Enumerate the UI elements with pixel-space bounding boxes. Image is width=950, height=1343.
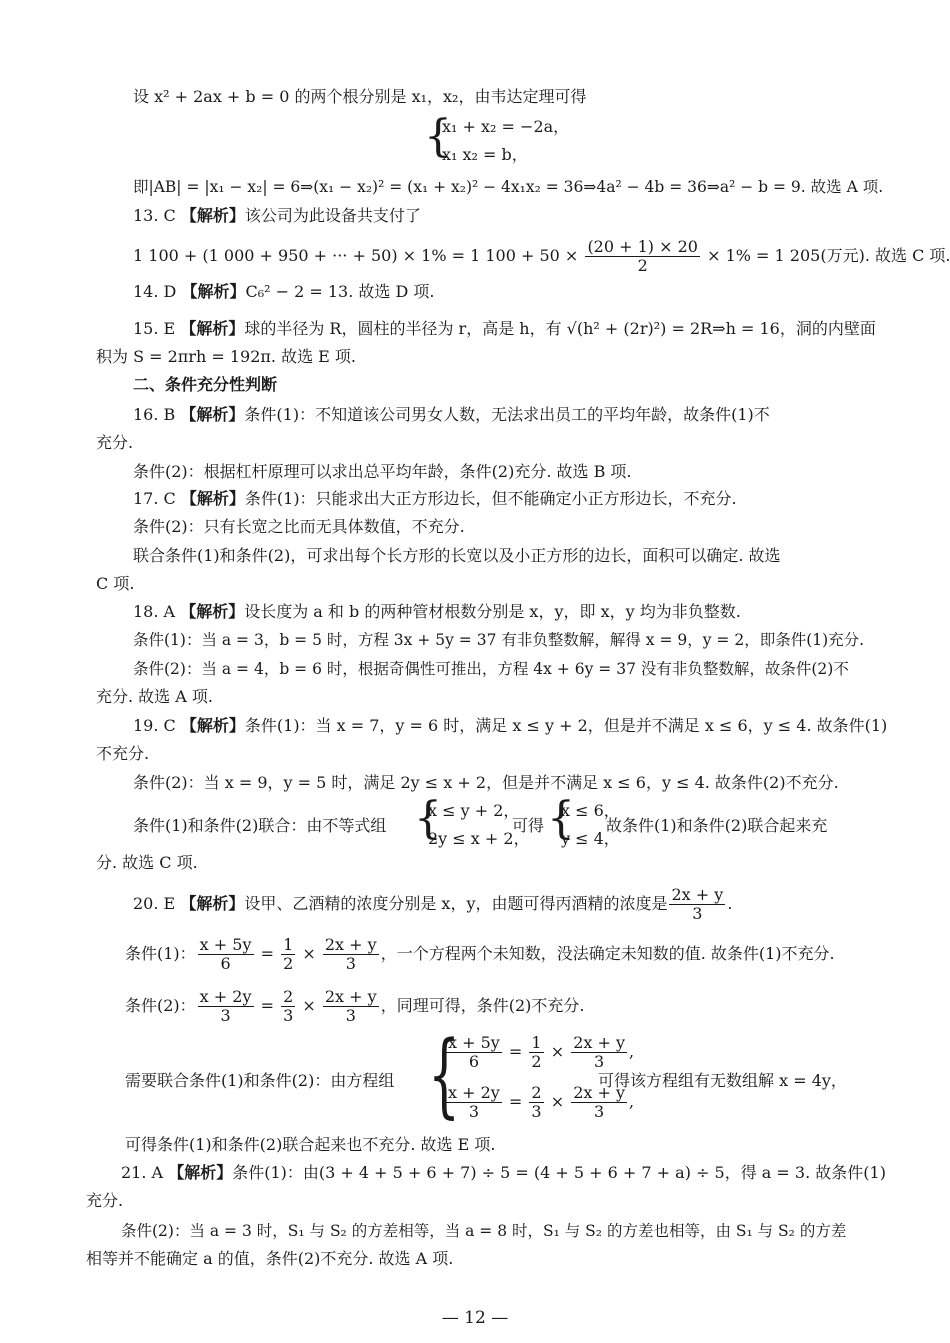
frac-num: 1 [531, 1033, 542, 1052]
frac-den: 3 [692, 904, 703, 923]
q14-text: C₆² − 2 = 13. 故选 D 项. [245, 282, 435, 301]
q19-brace-1: { [414, 793, 442, 844]
q21-text3: 条件(2)：当 a = 3 时，S₁ 与 S₂ 的方差相等，当 a = 8 时，S₁ 与 S₂ 的方差也相等，由 S₁ 与 S₂ 的方差 [121, 1222, 847, 1240]
q19-sys2a: x ≤ 6， [561, 801, 620, 820]
frac-num: x + 2y [199, 987, 252, 1006]
q21-text2: 充分. [86, 1191, 124, 1210]
q19-text5: 分. 故选 C 项. [96, 853, 198, 872]
fraction [281, 936, 295, 973]
frac-num: 2x + y [324, 987, 377, 1006]
q19-text4c: 故条件(1)和条件(2)联合起来充 [606, 816, 828, 835]
q21-line [121, 1162, 886, 1184]
q21-text4: 相等并不能确定 a 的值，条件(2)不充分. 故选 A 项. [86, 1249, 454, 1268]
fraction [198, 988, 254, 1025]
q18-text2: 条件(1)：当 a = 3，b = 5 时，方程 3x + 5y = 37 有非负整数解，解得 x = 9，y = 2，即条件(1)充分. [133, 631, 865, 649]
equals: = [508, 1042, 523, 1061]
comma: , [629, 1042, 635, 1061]
q13-formula-b: × 1% = 1 205(万元). 故选 C 项. [707, 246, 950, 265]
frac-den: 2 [531, 1052, 542, 1071]
times: × [550, 1092, 565, 1111]
q13-tag: 【解析】 [180, 206, 245, 225]
q15-tag: 【解析】 [180, 319, 245, 338]
vieta-eq-product: x₁ x₂ = b， [442, 145, 528, 164]
frac-num: 2 [531, 1083, 542, 1102]
q15-line [133, 318, 876, 340]
q13-line [133, 205, 421, 227]
q19-text3: 条件(2)：当 x = 9，y = 5 时，满足 2y ≤ x + 2，但是并不满足 x ≤ 6，y ≤ 4. 故条件(2)不充分. [133, 773, 839, 792]
q20-c4: 可得条件(1)和条件(2)联合起来也不充分. 故选 E 项. [125, 1135, 496, 1154]
q19-text: 条件(1)：当 x = 7，y = 6 时，满足 x ≤ y + 2，但是并不满足 x ≤ 6，y ≤ 4. 故条件(1) [244, 716, 888, 735]
q19-text4a: 条件(1)和条件(2)联合：由不等式组 [133, 816, 387, 835]
q16-tag: 【解析】 [180, 405, 245, 424]
q16-text3: 条件(2)：根据杠杆原理可以求出总平均年龄，条件(2)充分. 故选 B 项. [133, 462, 632, 481]
q20-c1-label: 条件(1)： [125, 944, 196, 963]
q13-frac-num: (20 + 1) × 20 [587, 237, 698, 256]
q13-frac-den: 2 [637, 256, 648, 275]
q19-sys2b: y ≤ 4， [561, 829, 620, 848]
frac-den: 6 [468, 1052, 479, 1071]
vieta-conclusion: 即|AB| = |x₁ − x₂| = 6⇒(x₁ − x₂)² = (x₁ + x₂)² − 4x₁x₂ = 36⇒4a² − 4b = 36⇒a² − b = 9. 故选 A 项. [133, 178, 884, 196]
frac-den: 3 [220, 1006, 231, 1025]
frac-num: 2x + y [573, 1033, 626, 1052]
frac-den: 3 [283, 1006, 294, 1025]
q17-text3: 联合条件(1)和条件(2)，可求出每个长方形的长宽以及小正方形的边长，面积可以确定. 故选 [133, 546, 781, 565]
q13-head: 13. C [133, 206, 176, 225]
frac-den: 3 [345, 1006, 356, 1025]
q16-text2: 充分. [96, 433, 134, 452]
times: × [302, 944, 316, 963]
frac-num: x + 5y [199, 935, 252, 954]
frac-num: x + 5y [448, 1033, 500, 1052]
q16-text: 条件(1)：不知道该公司男女人数，无法求出员工的平均年龄，故条件(1)不 [244, 405, 770, 424]
q20-system-eq1 [444, 1032, 634, 1072]
fraction [281, 988, 295, 1025]
frac-den: 6 [220, 954, 231, 973]
frac-num: 2x + y [324, 935, 377, 954]
fraction [529, 1084, 543, 1121]
q14-line [133, 281, 435, 303]
q19-head: 19. C [133, 716, 176, 735]
fraction [323, 988, 379, 1025]
frac-den: 3 [468, 1102, 479, 1121]
q20-concentration-fraction [669, 886, 725, 923]
equals: = [260, 944, 274, 963]
frac-den: 3 [531, 1102, 542, 1121]
q19-text2: 不充分. [96, 744, 150, 763]
q17-text: 条件(1)：只能求出大正方形边长，但不能确定小正方形边长，不充分. [244, 489, 737, 508]
q20-head: 20. E [133, 894, 176, 913]
frac-num: 1 [283, 935, 294, 954]
q13-fraction [585, 238, 700, 275]
q20-c3-text: 可得该方程组有无数组解 x = 4y， [598, 1071, 847, 1090]
q16-line [133, 404, 770, 426]
fraction [446, 1034, 502, 1071]
frac-den: 3 [594, 1052, 605, 1071]
q15-text2: 积为 S = 2πrh = 192π. 故选 E 项. [96, 347, 357, 366]
times: × [302, 996, 316, 1015]
q20-cond1 [125, 934, 835, 974]
q19-tag: 【解析】 [180, 716, 245, 735]
fraction [323, 936, 379, 973]
q20-tag: 【解析】 [180, 894, 245, 913]
q19-line [133, 715, 887, 737]
q19-brace-2: { [547, 793, 575, 844]
q16-head: 16. B [133, 405, 176, 424]
q19-sys1a: x ≤ y + 2， [428, 801, 520, 820]
fraction [198, 936, 254, 973]
vieta-intro: 设 x² + 2ax + b = 0 的两个根分别是 x₁，x₂，由韦达定理可得 [133, 87, 587, 106]
q14-head: 14. D [133, 282, 177, 301]
frac-den: 2 [283, 954, 294, 973]
q19-text4b: 可得 [512, 816, 545, 835]
equals: = [260, 996, 274, 1015]
q13-formula [133, 236, 950, 276]
page-number: — 12 — [441, 1308, 509, 1328]
q18-text4: 充分. 故选 A 项. [96, 687, 213, 706]
fraction [571, 1034, 627, 1071]
q18-text: 设长度为 a 和 b 的两种管材根数分别是 x，y，即 x，y 均为非负整数. [244, 602, 741, 621]
q17-head: 17. C [133, 489, 176, 508]
q20-c1-text: ，一个方程两个未知数，没法确定未知数的值. 故条件(1)不充分. [380, 944, 835, 963]
frac-num: 2x + y [573, 1083, 626, 1102]
q13-formula-a: 1 100 + (1 000 + 950 + ··· + 50) × 1% = 1 100 + 50 × [133, 246, 579, 265]
q17-text4: C 项. [96, 574, 135, 593]
section-heading: 二、条件充分性判断 [133, 375, 278, 394]
frac-den: 3 [594, 1102, 605, 1121]
q20-brace: { [428, 1021, 461, 1128]
period: . [727, 894, 733, 913]
q20-line [133, 884, 732, 924]
q21-tag: 【解析】 [168, 1163, 233, 1182]
frac-num: x + 2y [448, 1083, 500, 1102]
q17-line [133, 488, 737, 510]
vieta-eq-sum: x₁ + x₂ = −2a， [442, 117, 570, 136]
system-brace: { [424, 111, 452, 162]
q18-line [133, 601, 741, 623]
q14-tag: 【解析】 [181, 282, 246, 301]
q20-c3-label: 需要联合条件(1)和条件(2)：由方程组 [125, 1071, 395, 1090]
times: × [550, 1042, 565, 1061]
q19-sys1b: 2y ≤ x + 2， [428, 829, 530, 848]
fraction [529, 1034, 543, 1071]
q21-text: 条件(1)：由(3 + 4 + 5 + 6 + 7) ÷ 5 = (4 + 5 + 6 + 7 + a) ÷ 5，得 a = 3. 故条件(1) [232, 1163, 886, 1182]
q17-text2: 条件(2)：只有长宽之比而无具体数值，不充分. [133, 517, 465, 536]
q20-text: 设甲、乙酒精的浓度分别是 x，y，由题可得丙酒精的浓度是 [244, 894, 668, 913]
q15-text: 球的半径为 R，圆柱的半径为 r，高是 h，有 √(h² + (2r)²) = 2R⇒h = 16，洞的内壁面 [244, 319, 876, 338]
q17-tag: 【解析】 [180, 489, 245, 508]
q21-head: 21. A [121, 1163, 164, 1182]
frac-num: 2x + y [671, 885, 724, 904]
q18-head: 18. A [133, 602, 176, 621]
q20-c2-label: 条件(2)： [125, 996, 196, 1015]
q20-c2-text: ，同理可得，条件(2)不充分. [380, 996, 585, 1015]
q13-text: 该公司为此设备共支付了 [244, 206, 421, 225]
fraction [446, 1084, 502, 1121]
q15-head: 15. E [133, 319, 176, 338]
q18-text3: 条件(2)：当 a = 4，b = 6 时，根据奇偶性可推出，方程 4x + 6y = 37 没有非负整数解，故条件(2)不 [133, 660, 849, 678]
frac-num: 2 [283, 987, 294, 1006]
q18-tag: 【解析】 [180, 602, 245, 621]
q20-cond2 [125, 986, 584, 1026]
frac-den: 3 [345, 954, 356, 973]
equals: = [508, 1092, 523, 1111]
comma: , [629, 1092, 635, 1111]
